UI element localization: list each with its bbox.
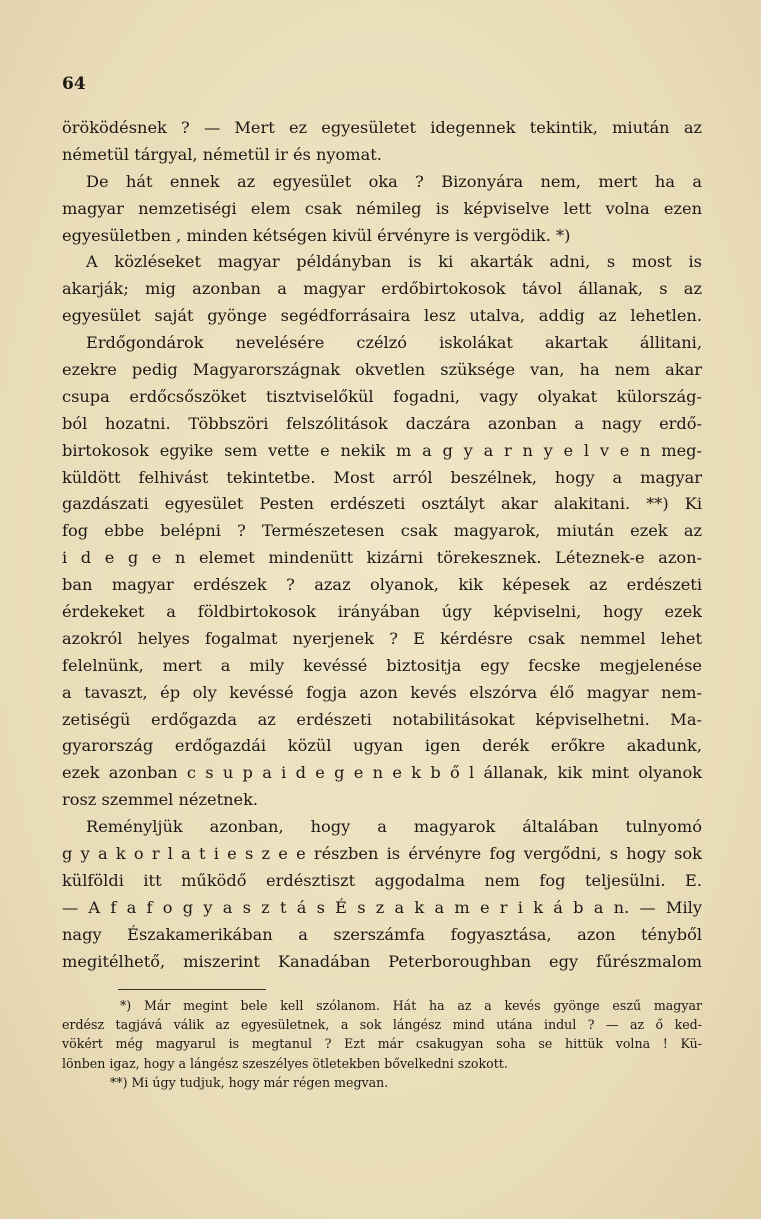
body-line: A közléseket magyar példányban is ki akarták adni, s most is <box>86 252 702 272</box>
footnotes <box>62 996 702 1092</box>
body-line: — A f a f o g y a s z t á s É s z a k a m e r i k á b a n. — Mily <box>62 897 702 917</box>
body-line: g y a k o r l a t i e s z e e részben is érvényre fog vergődni, s hogy sok <box>62 844 702 864</box>
body-line: németül tárgyal, németül ir és nyomat. <box>62 144 382 164</box>
body-line: ban magyar erdészek ? azaz olyanok, kik képesek az erdészeti <box>62 575 702 595</box>
footnote-line: erdész tagjává válik az egyesületnek, a sok lángész mind utána indul ? — az ő ked- <box>62 1017 702 1033</box>
body-line: a tavaszt, ép oly kevéssé fogja azon kevés elszórva élő magyar nem- <box>62 682 702 702</box>
body-line: ból hozatni. Többszöri felszólitások daczára azonban a nagy erdő- <box>62 413 702 433</box>
body-line: magyar nemzetiségi elem csak némileg is képviselve lett volna ezen <box>62 198 702 218</box>
body-line: gazdászati egyesület Pesten erdészeti osztályt akar alakitani. **) Ki <box>62 494 702 514</box>
body-line: De hát ennek az egyesület oka ? Bizonyára nem, mert ha a <box>86 171 702 191</box>
body-line: felelnünk, mert a mily kevéssé biztositja egy fecske megjelenése <box>62 655 702 675</box>
body-line: i d e g e n elemet mindenütt kizárni törekesznek. Léteznek-e azon- <box>62 548 702 568</box>
footnote-line: *) Már megint bele kell szólanom. Hát ha az a kevés gyönge eszű magyar <box>120 998 702 1013</box>
body-line: gyarország erdőgazdái közül ugyan igen derék erőkre akadunk, <box>62 736 702 756</box>
body-line: küldött felhivást tekintetbe. Most arról beszélnek, hogy a magyar <box>62 467 702 487</box>
body-line: birtokosok egyike sem vette e nekik m a g y a r n y e l v e n meg- <box>62 440 702 460</box>
body-line: ezekre pedig Magyarországnak okvetlen szüksége van, ha nem akar <box>62 360 702 380</box>
body-text <box>62 115 702 976</box>
footnote-line: lönben igaz, hogy a lángész szeszélyes ötletekben bővelkedni szokott. <box>62 1055 508 1071</box>
footnote-line: **) Mi úgy tudjuk, hogy már régen megvan. <box>110 1074 389 1090</box>
body-line: külföldi itt működő erdésztiszt aggodalma nem fog teljesülni. E. <box>62 870 702 890</box>
body-line: öröködésnek ? — Mert ez egyesületet idegennek tekintik, miután az <box>62 118 702 137</box>
body-line: akarják; mig azonban a magyar erdőbirtokosok távol állanak, s az <box>62 279 702 299</box>
body-line: rosz szemmel nézetnek. <box>62 790 259 810</box>
body-line: azokról helyes fogalmat nyerjenek ? E kérdésre csak nemmel lehet <box>62 628 702 648</box>
body-line: ezek azonban c s u p a i d e g e n e k b ő l állanak, kik mint olyanok <box>62 763 702 783</box>
body-line: megitélhető, miszerint Kanadában Peterboroughban egy fűrészmalom <box>62 951 702 971</box>
body-line: nagy Északamerikában a szerszámfa fogyasztása, azon tényből <box>62 924 702 944</box>
body-line: csupa erdőcsőszöket tisztviselőkül fogadni, vagy olyakat külország- <box>62 386 702 406</box>
page-number: 64 <box>62 74 86 94</box>
body-line: egyesületben , minden kétségen kivül érvényre is vergödik. *) <box>62 225 571 245</box>
body-line: egyesület saját gyönge segédforrásaira lesz utalva, addig az lehetlen. <box>62 306 702 326</box>
footnote-divider <box>118 989 266 990</box>
body-line: zetiségü erdőgazda az erdészeti notabilitásokat képviselhetni. Ma- <box>62 709 702 729</box>
body-line: Erdőgondárok nevelésére czélzó iskolákat akartak állitani, <box>86 333 702 353</box>
footnote-line: vökért még magyarul is megtanul ? Ezt már csakugyan soha se hittük volna ! Kü- <box>62 1036 702 1052</box>
body-line: érdekeket a földbirtokosok irányában úgy képviselni, hogy ezek <box>62 602 702 622</box>
body-line: fog ebbe belépni ? Természetesen csak magyarok, miután ezek az <box>62 521 702 541</box>
body-line: Reményljük azonban, hogy a magyarok általában tulnyomó <box>86 817 702 837</box>
